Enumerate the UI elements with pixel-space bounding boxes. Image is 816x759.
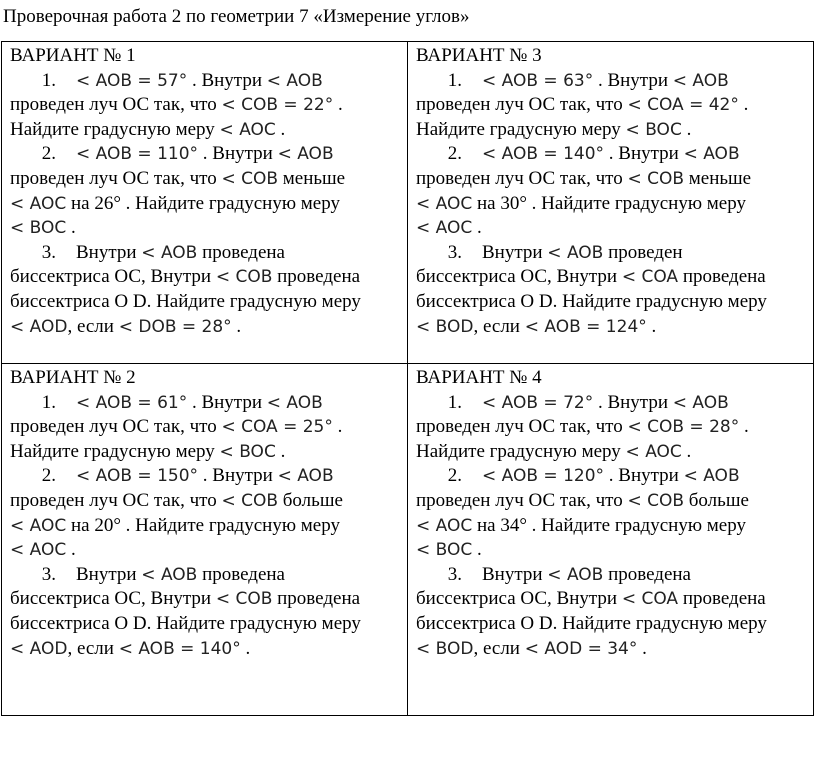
problem-3 [10, 563, 401, 661]
angle-expression: < AOC [416, 218, 473, 239]
problem-text: проведен [603, 241, 683, 263]
problem-line [416, 391, 807, 416]
angle-expression: < AOD [10, 316, 68, 337]
problem-line [416, 415, 807, 440]
table-row [2, 364, 814, 716]
problem-text: проведен луч ОС так, что [10, 167, 222, 189]
angle-expression: < COA [621, 589, 679, 610]
angle-expression: < COB = 22° [221, 95, 334, 116]
variant-cell-1 [2, 42, 408, 364]
angle-expression: < AOC [219, 119, 276, 140]
problem-line [10, 216, 401, 241]
angle-expression: < AOB = 57° [76, 70, 188, 91]
problem-text: , если [67, 315, 119, 337]
angle-expression: < AOC [416, 515, 473, 536]
problem-text: биссектриса О D. Найдите градусную меру [416, 290, 767, 312]
variants-table [1, 41, 814, 716]
problem-text: , если [473, 315, 525, 337]
problem-line [416, 93, 807, 118]
problem-text: . [472, 539, 482, 561]
problem-text: меньше [684, 167, 752, 189]
problem-text: Найдите градусную меру [416, 118, 626, 140]
problem-line [10, 69, 401, 94]
problem-line [416, 167, 807, 192]
problem-text: Найдите градусную меру [416, 440, 626, 462]
problem-text: проведена [678, 588, 766, 610]
problem-text: биссектриса О D. Найдите градусную меру [10, 290, 361, 312]
angle-expression: < COB = 28° [627, 417, 740, 438]
problem-text: Внутри [482, 241, 548, 263]
problem-text: проведен луч ОС так, что [416, 94, 628, 116]
problem-text: . Внутри [604, 143, 684, 165]
problem-number: 2. [41, 143, 56, 165]
problem-text: . [332, 416, 343, 438]
angle-expression: < COA [621, 267, 679, 288]
problem-text: , если [473, 637, 525, 659]
problem-line [416, 192, 807, 217]
problem-text: . [646, 315, 657, 337]
problem-text: на 20° . Найдите градусную меру [66, 514, 340, 536]
problem-text: проведен луч ОС так, что [10, 94, 222, 116]
problem-line [10, 93, 401, 118]
problem-text: Внутри [76, 563, 142, 585]
angle-expression: < AOC [10, 515, 67, 536]
problem-2 [10, 464, 401, 562]
problem-line [416, 315, 807, 340]
problem-text: . [66, 217, 76, 239]
problem-line [416, 587, 807, 612]
angle-expression: < AOD = 34° [524, 638, 638, 659]
problem-text: Найдите градусную меру [10, 118, 220, 140]
problem-line [416, 563, 807, 588]
angle-expression: < AOC [10, 193, 67, 214]
problem-line [416, 489, 807, 514]
problem-text: биссектриса О D. Найдите градусную меру [10, 612, 361, 634]
problem-line [10, 514, 401, 539]
problem-text: Найдите градусную меру [10, 440, 220, 462]
problem-text: проведена [272, 266, 361, 288]
variant-heading: ВАРИАНТ № 3 [416, 45, 542, 66]
angle-expression: < AOB = 140° [118, 638, 241, 659]
problem-text: . Внутри [187, 391, 267, 413]
problem-3 [416, 563, 807, 661]
angle-expression: < AOC [625, 441, 682, 462]
problem-text: . [681, 440, 692, 462]
problem-text: проведен луч ОС так, что [416, 489, 628, 511]
angle-expression: < AOB [547, 242, 604, 263]
angle-expression: < DOB = 28° [118, 316, 232, 337]
problem-number: 1. [41, 69, 56, 91]
problem-text: . Внутри [187, 69, 267, 91]
problem-text: . [472, 217, 482, 239]
problem-line [10, 142, 401, 167]
table-row [2, 42, 814, 364]
problem-line [10, 440, 401, 465]
problem-3 [10, 241, 401, 339]
problem-line [10, 167, 401, 192]
angle-expression: < AOB = 140° [482, 144, 605, 165]
angle-expression: < AOB = 63° [482, 70, 594, 91]
angle-expression: < AOB [683, 466, 740, 487]
problem-number: 2. [447, 143, 462, 165]
problem-text: на 26° . Найдите градусную меру [66, 192, 340, 214]
angle-expression: < AOB [547, 564, 604, 585]
problem-text: проведена [197, 563, 285, 585]
problem-text: проведен луч ОС так, что [10, 416, 222, 438]
variant-cell-3 [408, 42, 814, 364]
variant-heading: ВАРИАНТ № 2 [10, 367, 136, 388]
problem-line [10, 192, 401, 217]
problem-number: 2. [41, 465, 56, 487]
angle-expression: < AOB [277, 144, 334, 165]
problem-text: больше [684, 489, 749, 511]
problem-line [10, 391, 401, 416]
problem-text: проведена [678, 266, 766, 288]
problem-text: больше [278, 489, 343, 511]
problem-line [10, 587, 401, 612]
angle-expression: < BOC [219, 441, 276, 462]
problem-2 [10, 142, 401, 240]
angle-expression: < AOB = 150° [76, 466, 199, 487]
problem-text: . Внутри [604, 465, 684, 487]
angle-expression: < BOC [10, 218, 67, 239]
angle-expression: < COB [215, 267, 273, 288]
problem-line [416, 216, 807, 241]
problem-text: биссектриса О D. Найдите градусную меру [416, 612, 767, 634]
problem-text: . [231, 315, 242, 337]
problem-number: 1. [41, 391, 56, 413]
problem-text: биссектриса ОС, Внутри [10, 588, 216, 610]
problem-line [416, 265, 807, 290]
angle-expression: < AOC [416, 193, 473, 214]
problem-line [10, 315, 401, 340]
problem-text: , если [67, 637, 119, 659]
problem-text: меньше [278, 167, 346, 189]
angle-expression: < BOD [416, 638, 474, 659]
problem-text: . [333, 94, 343, 116]
problem-line [10, 612, 401, 637]
problem-line [416, 440, 807, 465]
angle-expression: < COB [221, 490, 279, 511]
problem-text: проведена [272, 588, 361, 610]
angle-expression: < COA = 25° [221, 417, 333, 438]
angle-expression: < COA = 42° [627, 95, 739, 116]
problem-line [10, 538, 401, 563]
problem-line [10, 415, 401, 440]
variant-heading: ВАРИАНТ № 1 [10, 45, 136, 66]
problem-text: . [275, 118, 286, 140]
variant-heading: ВАРИАНТ № 4 [416, 367, 542, 388]
angle-expression: < AOB [672, 70, 729, 91]
problem-line [10, 265, 401, 290]
problem-1 [10, 69, 401, 143]
angle-expression: < AOB [266, 392, 323, 413]
problem-text: . Внутри [593, 391, 673, 413]
angle-expression: < COB [215, 589, 273, 610]
angle-expression: < AOB [141, 242, 198, 263]
variant-cell-2 [2, 364, 408, 716]
problem-text: на 30° . Найдите градусную меру [472, 192, 746, 214]
problem-text: . [240, 637, 251, 659]
problem-line [10, 241, 401, 266]
problem-text: . [66, 539, 76, 561]
problem-line [416, 464, 807, 489]
problem-text: . [637, 637, 647, 659]
problem-number: 2. [447, 465, 462, 487]
problem-1 [416, 391, 807, 465]
problem-line [416, 118, 807, 143]
problem-number: 1. [447, 69, 462, 91]
angle-expression: < AOB = 120° [482, 466, 605, 487]
problem-line [10, 637, 401, 662]
problem-line [416, 241, 807, 266]
problem-text: Внутри [76, 241, 142, 263]
problem-text: . Внутри [198, 465, 278, 487]
problem-text: . [739, 416, 749, 438]
angle-expression: < COB [627, 490, 685, 511]
angle-expression: < COB [627, 168, 685, 189]
problem-text: биссектриса ОС, Внутри [10, 266, 216, 288]
problem-text: . Внутри [593, 69, 673, 91]
problem-2 [416, 142, 807, 240]
problem-number: 3. [41, 563, 56, 585]
problem-text: проведена [603, 563, 691, 585]
problem-text: на 34° . Найдите градусную меру [472, 514, 746, 536]
problem-line [10, 464, 401, 489]
problem-line [416, 637, 807, 662]
problem-number: 3. [41, 241, 56, 263]
problem-3 [416, 241, 807, 339]
problem-number: 3. [447, 563, 462, 585]
angle-expression: < BOC [625, 119, 682, 140]
problem-number: 1. [447, 391, 462, 413]
problem-line [416, 538, 807, 563]
problem-line [10, 489, 401, 514]
angle-expression: < AOC [10, 540, 67, 561]
problem-text: проведена [197, 241, 285, 263]
problem-text: . Внутри [198, 143, 278, 165]
angle-expression: < AOB [672, 392, 729, 413]
angle-expression: < AOB [277, 466, 334, 487]
problem-text: проведен луч ОС так, что [10, 489, 222, 511]
problem-text: проведен луч ОС так, что [416, 416, 628, 438]
angle-expression: < AOB = 110° [76, 144, 199, 165]
problem-line [416, 612, 807, 637]
angle-expression: < BOC [416, 540, 473, 561]
problem-line [416, 514, 807, 539]
angle-expression: < AOB = 72° [482, 392, 594, 413]
angle-expression: < AOB [266, 70, 323, 91]
angle-expression: < COB [221, 168, 279, 189]
angle-expression: < AOB [683, 144, 740, 165]
variant-cell-4 [408, 364, 814, 716]
problem-text: Внутри [482, 563, 548, 585]
problem-line [10, 563, 401, 588]
problem-1 [10, 391, 401, 465]
angle-expression: < BOD [416, 316, 474, 337]
page-title: Проверочная работа 2 по геометрии 7 «Измерение углов» [3, 6, 470, 27]
problem-line [416, 142, 807, 167]
problem-number: 3. [447, 241, 462, 263]
problem-text: биссектриса ОС, Внутри [416, 266, 622, 288]
problem-line [10, 290, 401, 315]
angle-expression: < AOB = 61° [76, 392, 188, 413]
problem-text: . [738, 94, 749, 116]
problem-text: . [275, 440, 286, 462]
problem-1 [416, 69, 807, 143]
problem-line [416, 69, 807, 94]
angle-expression: < AOD [10, 638, 68, 659]
problem-text: проведен луч ОС так, что [416, 167, 628, 189]
problem-2 [416, 464, 807, 562]
problem-text: биссектриса ОС, Внутри [416, 588, 622, 610]
problem-line [10, 118, 401, 143]
problem-text: . [681, 118, 692, 140]
angle-expression: < AOB [141, 564, 198, 585]
problem-line [416, 290, 807, 315]
angle-expression: < AOB = 124° [524, 316, 647, 337]
